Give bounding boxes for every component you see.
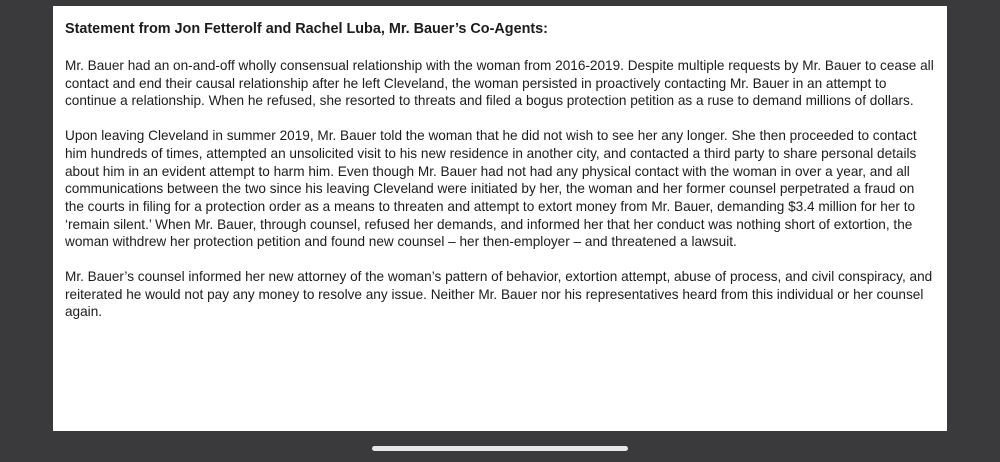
paragraph-2: Upon leaving Cleveland in summer 2019, Mr. Bauer told the woman that he did not wish to see her any longer. She then proceeded to contact him hundreds of times, attempted an unsolicited visit to his new residence in another city, and contacted a third party to share personal details about him in an evident attempt to harm him. Even though Mr. Bauer had not had any physical contact with the woman in over a year, and all communications between the two since his leaving Cleveland were initiated by her, the woman and her former counsel perpetrated a fraud on the courts in filing for a protection order as a means to threaten and attempt to extort money from Mr. Bauer, demanding $3.4 million for her to ‘remain silent.’ When Mr. Bauer, through counsel, refused her demands, and informed her that her conduct was nothing short of extortion, the woman withdrew her protection petition and found new counsel – her then-employer – and threatened a lawsuit. <box>65 128 917 250</box>
document-page <box>53 6 947 431</box>
home-indicator-bar[interactable] <box>372 446 628 451</box>
paragraph-3: Mr. Bauer’s counsel informed her new attorney of the woman’s pattern of behavior, extortion attempt, abuse of process, and civil conspiracy, and reiterated he would not pay any money to resolve any issue. Neither Mr. Bauer nor his representatives heard from this individual or her counsel again. <box>65 269 933 320</box>
statement-heading: Statement from Jon Fetterolf and Rachel Luba, Mr. Bauer’s Co-Agents: <box>65 21 548 37</box>
paragraph-1: Mr. Bauer had an on-and-off wholly consensual relationship with the woman from 2016-2019. Despite multiple requests by Mr. Bauer to cease all contact and end their causal relationship after he left Cleveland, the woman persisted in proactively contacting Mr. Bauer in an attempt to continue a relationship. When he refused, she resorted to threats and filed a bogus protection petition as a ruse to demand millions of dollars. <box>65 58 934 109</box>
